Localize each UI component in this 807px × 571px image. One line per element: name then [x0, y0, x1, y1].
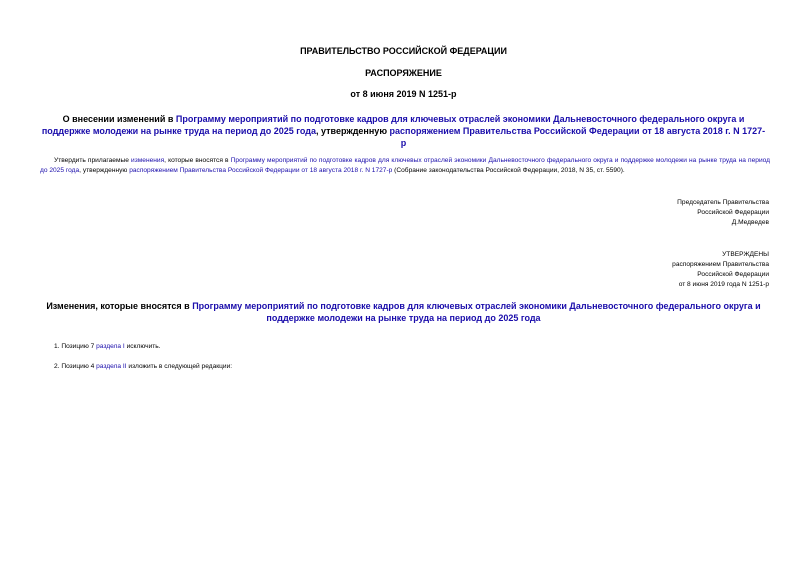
document-title — [40, 113, 767, 149]
item-1-section-link[interactable]: раздела I — [96, 343, 125, 350]
changes-title-program-link[interactable]: Программу мероприятий по подготовке кадров для ключевых отраслей экономики Дальневосточного федерального округа и поддержке молодежи на рынке труда на период до 2025 года — [192, 301, 761, 323]
item-2-start: 2. Позицию 4 — [54, 363, 97, 370]
government-heading: ПРАВИТЕЛЬСТВО РОССИЙСКОЙ ФЕДЕРАЦИИ — [300, 46, 507, 56]
approval-line-3: Российской Федерации — [697, 271, 769, 278]
item-2-end: изложить в следующей редакции: — [126, 363, 233, 370]
p1-start: Утвердить прилагаемые — [54, 157, 132, 164]
approval-block — [672, 250, 769, 290]
list-item — [54, 342, 161, 352]
signature-line-2: Российской Федерации — [697, 209, 769, 216]
approval-line-2: распоряжением Правительства — [672, 261, 769, 268]
p1-program-link[interactable]: Программу мероприятий по подготовке кадров для ключевых отраслей экономики Дальневосточного федерального округа и поддержке молодежи на рынке труда на период до 2025 года — [40, 157, 770, 174]
item-1-start: 1. Позицию 7 — [54, 343, 97, 350]
p1-mid1: , которые вносятся в — [164, 157, 231, 164]
p1-mid2: , утвержденную — [79, 167, 130, 174]
changes-title-prefix: Изменения, которые вносятся в — [46, 301, 193, 311]
item-2-section-link[interactable]: раздела II — [96, 363, 127, 370]
p1-changes-link[interactable]: изменения — [131, 157, 165, 164]
item-1-end: исключить. — [124, 343, 161, 350]
title-prefix: О внесении изменений в — [62, 114, 176, 124]
list-item — [54, 362, 232, 372]
changes-title — [40, 300, 767, 324]
document-date-number: от 8 июня 2019 N 1251-р — [350, 89, 457, 99]
title-order-link[interactable]: распоряжением Правительства Российской Федерации от 18 августа 2018 г. N 1727-р — [389, 126, 766, 148]
signature-line-1: Председатель Правительства — [677, 199, 769, 206]
approval-line-1: УТВЕРЖДЕНЫ — [722, 251, 769, 258]
p1-end: (Собрание законодательства Российской Федерации, 2018, N 35, ст. 5590). — [392, 167, 625, 174]
signature-block — [677, 198, 769, 228]
signature-line-3: Д.Медведев — [731, 219, 769, 226]
title-program-link[interactable]: Программу мероприятий по подготовке кадров для ключевых отраслей экономики Дальневосточного федерального округа и поддержке молодежи на рынке труда на период до 2025 года — [41, 114, 745, 136]
body-paragraph — [40, 156, 770, 176]
title-middle: , утвержденную — [316, 126, 390, 136]
document-type: РАСПОРЯЖЕНИЕ — [365, 68, 442, 78]
approval-line-4: от 8 июня 2019 года N 1251-р — [678, 281, 769, 288]
p1-order-link[interactable]: распоряжением Правительства Российской Федерации от 18 августа 2018 г. N 1727-р — [129, 167, 393, 174]
